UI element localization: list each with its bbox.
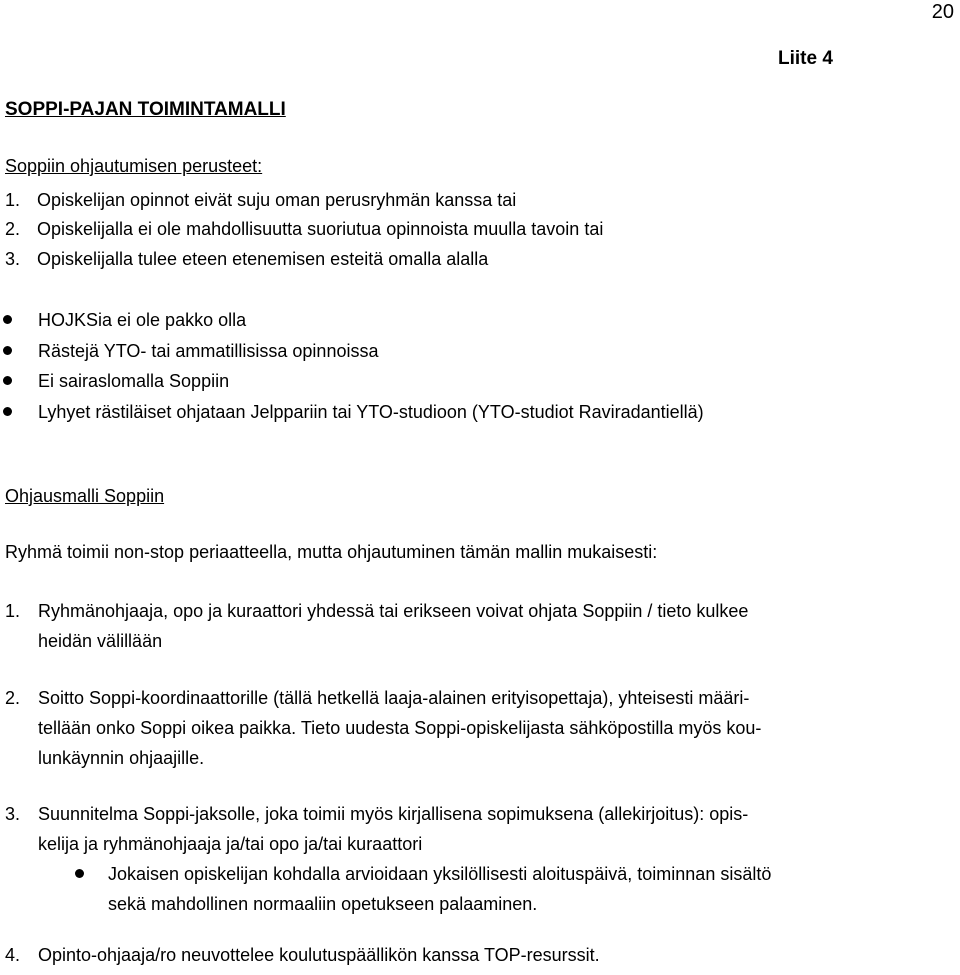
criteria-list — [5, 186, 603, 274]
criteria-item — [5, 186, 603, 215]
step-text-line: Soitto Soppi-koordinaattorille (tällä hetkellä laaja-alainen erityisopettaja), yhteisesti määri- — [38, 688, 750, 708]
model-step — [5, 799, 953, 919]
step-number: 3. — [5, 804, 21, 824]
step-text-line: kelija ja ryhmänohjaaja ja/tai opo ja/tai kuraattori — [38, 834, 423, 854]
model-step — [5, 596, 953, 656]
note-text: HOJKSia ei ole pakko olla — [38, 310, 247, 330]
bullet-icon — [3, 407, 12, 416]
criteria-item-text: Opiskelijalla ei ole mahdollisuutta suoriutua opinnoista muulla tavoin tai — [37, 219, 604, 240]
bullet-icon — [3, 346, 12, 355]
bullet-icon — [3, 376, 12, 385]
note-text: Lyhyet rästiläiset ohjataan Jelppariin tai YTO-studioon (YTO-studiot Raviradantiellä) — [38, 402, 704, 423]
model-step — [5, 683, 953, 773]
step-text-line: Opinto-ohjaaja/ro neuvottelee koulutuspäällikön kanssa TOP-resurssit. — [38, 945, 600, 965]
document-title: SOPPI-PAJAN TOIMINTAMALLI — [5, 99, 286, 120]
page-number: 20 — [931, 1, 954, 23]
sub-bullet-text-line: sekä mahdollinen normaaliin opetukseen palaaminen. — [108, 894, 538, 914]
criteria-item-number: 3. — [5, 248, 21, 269]
note-text: Ei sairaslomalla Soppiin — [38, 371, 230, 392]
model-heading: Ohjausmalli Soppiin — [5, 486, 165, 506]
step-text-line: Suunnitelma Soppi-jaksolle, joka toimii myös kirjallisena sopimuksena (allekirjoitus): opis- — [38, 804, 749, 824]
model-step — [5, 940, 953, 970]
criteria-item-number: 2. — [5, 219, 21, 240]
notes-list — [0, 305, 704, 428]
criteria-item-text: Opiskelijan opinnot eivät suju oman perusryhmän kanssa tai — [37, 190, 517, 210]
criteria-item-number: 1. — [5, 190, 21, 210]
step-number: 1. — [5, 601, 21, 621]
criteria-item-text: Opiskelijalla tulee eteen etenemisen esteitä omalla alalla — [37, 248, 489, 269]
step-text-line: lunkäynnin ohjaajille. — [38, 748, 205, 768]
criteria-heading: Soppiin ohjautumisen perusteet: — [5, 156, 263, 176]
step-number: 4. — [5, 945, 21, 965]
step-sub-bullet — [38, 859, 953, 919]
note-text: Rästejä YTO- tai ammatillisissa opinnoissa — [38, 340, 379, 361]
step-number: 2. — [5, 688, 21, 708]
sub-bullet-text-line: Jokaisen opiskelijan kohdalla arvioidaan yksilöllisesti aloituspäivä, toiminnan sisältö — [108, 864, 772, 884]
criteria-item — [5, 215, 603, 244]
note-item — [0, 336, 704, 367]
step-text-line: heidän välillään — [38, 631, 163, 651]
appendix-label: Liite 4 — [778, 48, 833, 69]
note-item — [0, 397, 704, 428]
model-intro: Ryhmä toimii non-stop periaatteella, mutta ohjautuminen tämän mallin mukaisesti: — [5, 542, 658, 562]
note-item — [0, 305, 704, 336]
criteria-item — [5, 245, 603, 274]
step-text-line: tellään onko Soppi oikea paikka. Tieto uudesta Soppi-opiskelijasta sähköpostilla myös kou- — [38, 718, 762, 738]
step-text-line: Ryhmänohjaaja, opo ja kuraattori yhdessä tai erikseen voivat ohjata Soppiin / tieto kulkee — [38, 601, 749, 621]
note-item — [0, 366, 704, 397]
bullet-icon — [3, 315, 12, 324]
bullet-icon — [75, 869, 84, 878]
